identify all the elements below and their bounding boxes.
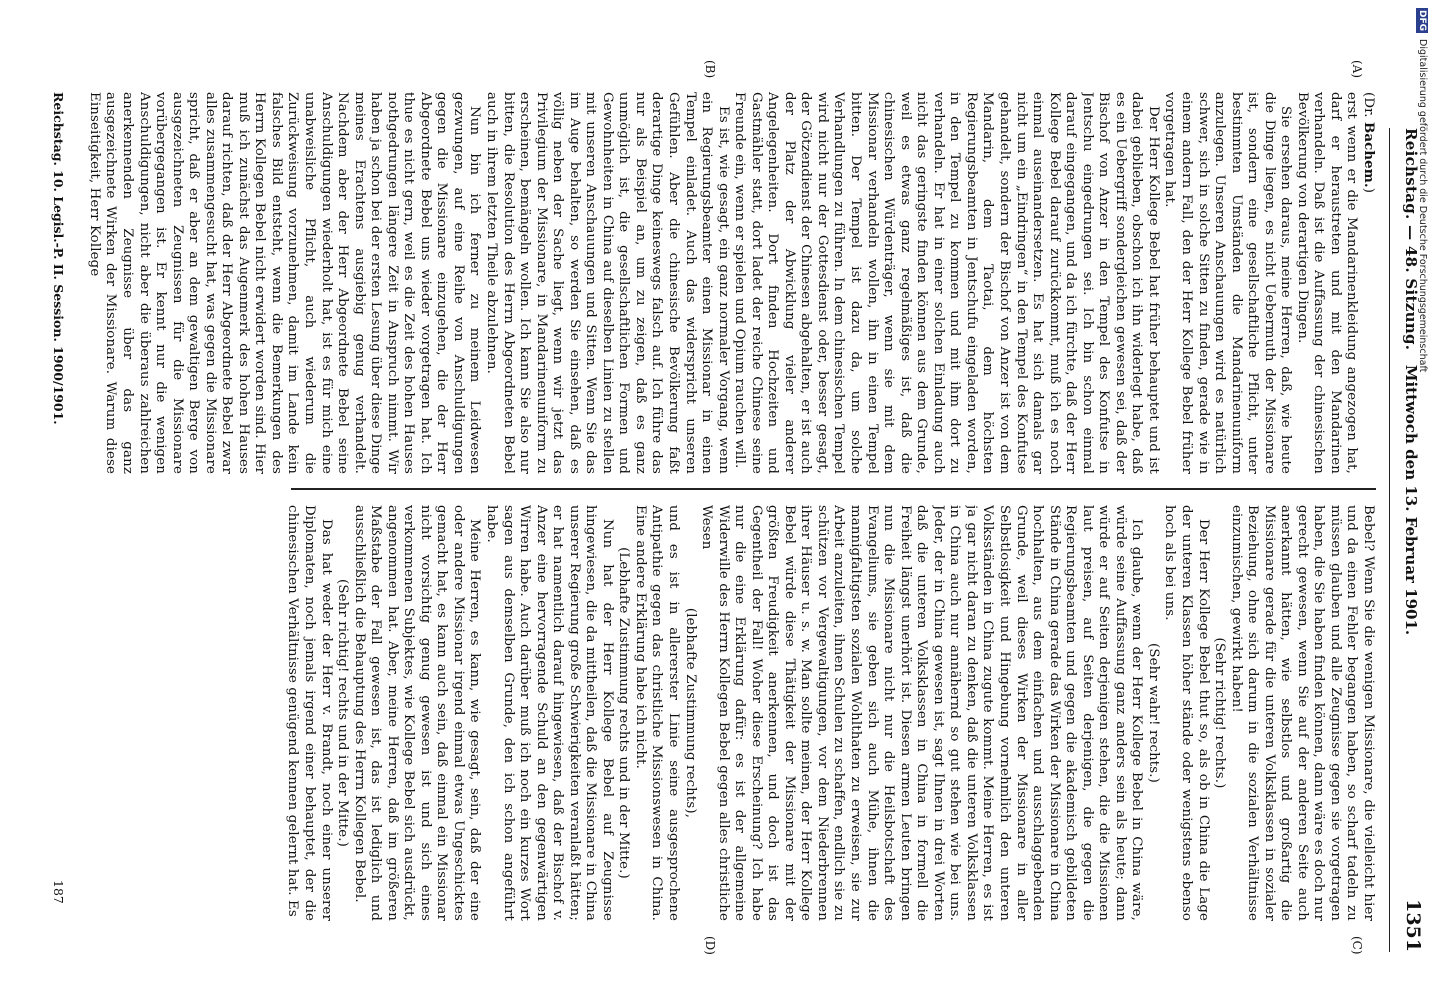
right-column xyxy=(72,505,1376,921)
footer-session-info: Reichstag. 10. Legisl.-P. II. Session. 1900/1901. xyxy=(51,92,66,425)
speaker-name: Bachem. xyxy=(1361,121,1376,188)
paragraph: und es ist in allererster Linie seine ausgesprochene Antipathie gegen das christliche Missionswesen in China. Eine andere Erklärung habe ich nicht. xyxy=(632,505,682,921)
margin-marker-c: (C) xyxy=(1350,936,1364,955)
speaker-line xyxy=(1359,92,1376,474)
footer-signature: 187 xyxy=(51,880,66,904)
paragraph: Das hat weder der Herr v. Brandt, noch einer unserer Diplomaten, noch jemals irgend einer behauptet, der die chinesischen Verhältnisse genügend kennen gelernt hat. Es xyxy=(285,505,334,921)
margin-marker-d: (D) xyxy=(703,936,717,955)
left-column xyxy=(72,92,1376,474)
dfg-logo: DFG xyxy=(1417,10,1427,32)
paragraph: Sie ersehen daraus, meine Herren, daß, wie heute die Dinge liegen, es nicht Uebermuth der Missionare ist, sondern eine gesellschaftliche Pflicht, unter bestimmten Umständen die Mandarinenuniform anzulegen. Unseren Anschauungen wird es natürlich schwer, sich in solche Sitten zu finden, gerade wie in einem andern Fall, den der Herr Kollege Bebel früher vorgetragen hat. xyxy=(1162,92,1294,474)
interjection: (Sehr wahr! rechts.) xyxy=(1145,643,1161,783)
digitization-text: Digitalisierung gefördert durch die Deutsche Forschungsgemeinschaft xyxy=(1417,39,1428,373)
paragraph: Meine Herren, es kann, wie gesagt, sein, daß der eine oder andere Missionar irgend einmal etwas Ungeschicktes gemacht hat, es kann auch sein, daß einmal ein Missionar nicht vorsichtig genug gewesen ist und sich eines verkommenen Subjektes, wie Kollege Bebel sich ausdrückt, angenommen hat. Aber, meine Herren, daß im größeren Maßstabe der Fall gewesen ist, das ist lediglich und ausschließlich die Behauptung des Herrn Kollegen Bebel. xyxy=(351,505,483,921)
margin-marker-a: (A) xyxy=(1350,60,1364,79)
interjection: (lebhafte Zustimmung rechts), xyxy=(682,607,698,819)
paragraph: Es ist, wie gesagt, ein ganz normaler Vorgang, wenn ein Regierungsbeamter einen Missionar in einen Tempel einladet. Auch das widerspricht unseren Gefühlen. Aber die chinesische Bevölkerung faßt derartige Dinge keineswegs falsch auf. Ich führe das nur als Beispiel an, um zu zeigen, daß es ganz unmöglich ist, die gesellschaftlichen Formen und Gewohnheiten in China auf dieselben Linien zu stellen mit unseren Anschauungen und Sitten. Wenn Sie das im Auge behalten, so werden Sie einsehen, daß es völlig neben der Sache liegt, wenn wir jetzt das Privilegium der Missionare, in Mandarinenuniform zu erscheinen, bemängeln wollen. Ich kann Sie also nur bitten, die Resolution des Herrn Abgeordneten Bebel auch in ihrem letzten Theile abzulehnen. xyxy=(484,92,731,474)
interjection: (Sehr richtig! rechts und in der Mitte.) xyxy=(335,579,351,847)
speaker-suffix: ) xyxy=(1361,187,1376,194)
margin-marker-b: (B) xyxy=(703,60,717,79)
page-number: 1351 xyxy=(1402,899,1424,952)
paragraph: Bebel? Wenn Sie die wenigen Missionare, die vielleicht hier und da einen Fehler begangen haben, so scharf tadeln zu müssen glauben und alle Zeugnisse gegen sie vorgetragen haben, die Sie haben finden können, dann wäre es doch nur gerecht gewesen, wenn Sie auf der anderen Seite auch anerkannt hätten, wie selbstlos und großartig die Missionare gerade für die unteren Volksklassen in sozialer Beziehung, ohne sich darum in die sozialen Verhältnisse einzumischen, gewirkt haben! xyxy=(1228,505,1376,921)
paragraph: Der Herr Kollege Bebel hat früher behauptet und ist dabei geblieben, obschon ich ihn widerlegt habe, daß es ein Uebergriff sondergleichen gewesen sei, daß der Bischof von Anzer in den Tempel des Konfutse in Jentschu eingedrungen sei. Ich bin schon einmal darauf eingegangen, und da ich fürchte, daß der Herr Kollege Bebel darauf zurückkommt, muß ich es noch einmal auseinandersetzen. Es hat sich damals gar nicht um ein „Eindringen“ in den Tempel des Konfutse gehandelt, sondern der Bischof von Anzer ist von dem Mandarin, dem Taotai, dem höchsten Regierungsbeamten in Jentschufu eingeladen worden, in den Tempel zu kommen und mit ihm dort zu verhandeln. Er hat in einer solchen Einladung auch nicht das geringste finden können aus dem Grunde, weil es etwas ganz regelmäßiges ist, daß die chinesischen Würdenträger, wenn sie mit dem Missionar verhandeln wollen, ihn in einen Tempel bitten. Der Tempel ist dazu da, um solche Verhandlungen zu führen. In dem chinesischen Tempel wird nicht nur der Gottesdienst oder, besser gesagt, der Götzendienst der Chinesen abgehalten, er ist auch der Platz der Abwicklung vieler anderer Angelegenheiten. Dort finden Hochzeiten und Gastmähler statt, dort ladet der reiche Chinese seine Freunde ein, wenn er spielen und Opium rauchen will. xyxy=(732,92,1161,474)
interjection: (Lebhafte Zustimmung rechts und in der Mitte.) xyxy=(616,547,632,879)
speaker-prefix: (Dr. xyxy=(1361,92,1376,118)
header-rule xyxy=(1389,128,1390,952)
paragraph: erst wenn er die Mandarinenkleidung angezogen hat, darf er heraustreten und mit den Mandarinen verhandeln. Daß ist die Auffassung der chinesischen Bevölkerung von derartigen Dingen. xyxy=(1294,92,1360,474)
interjection: (Sehr richtig! rechts.) xyxy=(1212,637,1228,789)
header-date: Mittwoch den 13. Februar 1901. xyxy=(1402,364,1420,636)
digitization-note xyxy=(1416,8,1428,372)
paragraph: Nun hat der Herr Kollege Bebel auf Zeugnisse hingewiesen, die da mittheilen, daß die Missionare in China unserer Regierung große Schwierigkeiten veranlaßt hätten; er hat namentlich darauf hingewiesen, daß der Bischof v. Anzer eine hervorragende Schuld an den gegenwärtigen Wirren habe. Auch darüber muß ich noch ein kurzes Wort sagen aus demselben Grunde, den ich schon angeführt habe. xyxy=(484,505,615,921)
header-session: Reichstag. — 48. Sitzung. xyxy=(1402,128,1420,351)
paragraph: Nun bin ich ferner zu meinem Leidwesen gezwungen, auf eine Reihe von Anschuldigungen gegen die Missionare einzugehen, die der Herr Abgeordnete Bebel uns wieder vorgetragen hat. Ich thue es nicht gern, weil es die Zeit des hohen Hauses nothgedrungen längere Zeit in Anspruch nimmt. Wir haben ja schon bei der ersten Lesung über diese Dinge meines Erachtens ausgiebig genug verhandelt. Nachdem aber der Herr Abgeordnete Bebel seine Anschuldigungen wiederholt hat, ist es für mich eine unabweisliche Pflicht, auch wiederum die Zurückweisung vorzunehmen, damit im Lande kein falsches Bild entsteht, wenn die Bemerkungen des Herrn Kollegen Bebel nicht erwidert worden sind. Hier muß ich zunächst das Augenmerk des hohen Hauses darauf richten, daß der Herr Abgeordnete Bebel zwar alles zusammengesucht hat, was gegen die Missionare spricht, daß er aber an dem gewaltigen Berge von ausgezeichneten Zeugnissen für die Missionare vorübergegangen ist. Er kennt nur die wenigen Anschuldigungen, nicht aber die überaus zahlreichen anerkennenden Zeugnisse über das ganz ausgezeichnete Wirken der Missionare. Warum diese Einseitigkeit, Herr Kollege xyxy=(86,92,483,474)
paragraph: Ich glaube, wenn der Herr Kollege Bebel in China wäre, würde seine Auffassung ganz anders sein als heute; dann würde er auf Seiten derjenigen stehen, die die Missionen laut preisen, auf Seiten derjenigen, die gegen die Regierungsbeamten und gegen die akademisch gebildeten Stände in China gerade das Wirken der Missionare in China hochhalten, aus dem einfachen und ausschlaggebenden Grunde, weil dieses Wirken der Missionare in aller Selbstlosigkeit und Hingebung vornehmlich den unteren Volksständen in China zugute kommt. Meine Herren, es ist ja gar nicht daran zu denken, daß die unteren Volksklassen in China auch nur annähernd so gut stehen wie bei uns. Jeder, der in China gewesen ist, sagt Ihnen in drei Worten daß die unteren Volksklassen in China in formell die Freiheit längst unerhört ist. Diesen armen Leuten bringen nun die Missionare nicht nur die Heilsbotschaft des Evangeliums, sie geben sich auch Mühe, ihnen die mannigfaltigsten sozialen Wohlthaten zu erweisen, sie zur Arbeit anzuleiten, ihnen Schulen zu schaffen, endlich sie zu schützen vor Vergewaltigungen, vor dem Niederbrennen ihrer Häuser u. s. w. Man sollte meinen, der Herr Kollege Bebel würde diese Thätigkeit der Missionare mit der größten Freudigkeit anerkennen, und doch ist das Gegentheil der Fall! Woher diese Erscheinung? Ich habe nur die eine Erklärung dafür: es ist der allgemeine Widerwille des Herrn Kollegen Bebel gegen alles christliche Wesen xyxy=(699,505,1145,921)
column-divider xyxy=(291,488,1376,490)
page-header xyxy=(1394,0,1434,1000)
paragraph: Der Herr Kollege Bebel thut so, als ob in China die Lage der unteren Klassen höher stände oder wenigstens ebenso hoch als bei uns. xyxy=(1162,505,1211,921)
